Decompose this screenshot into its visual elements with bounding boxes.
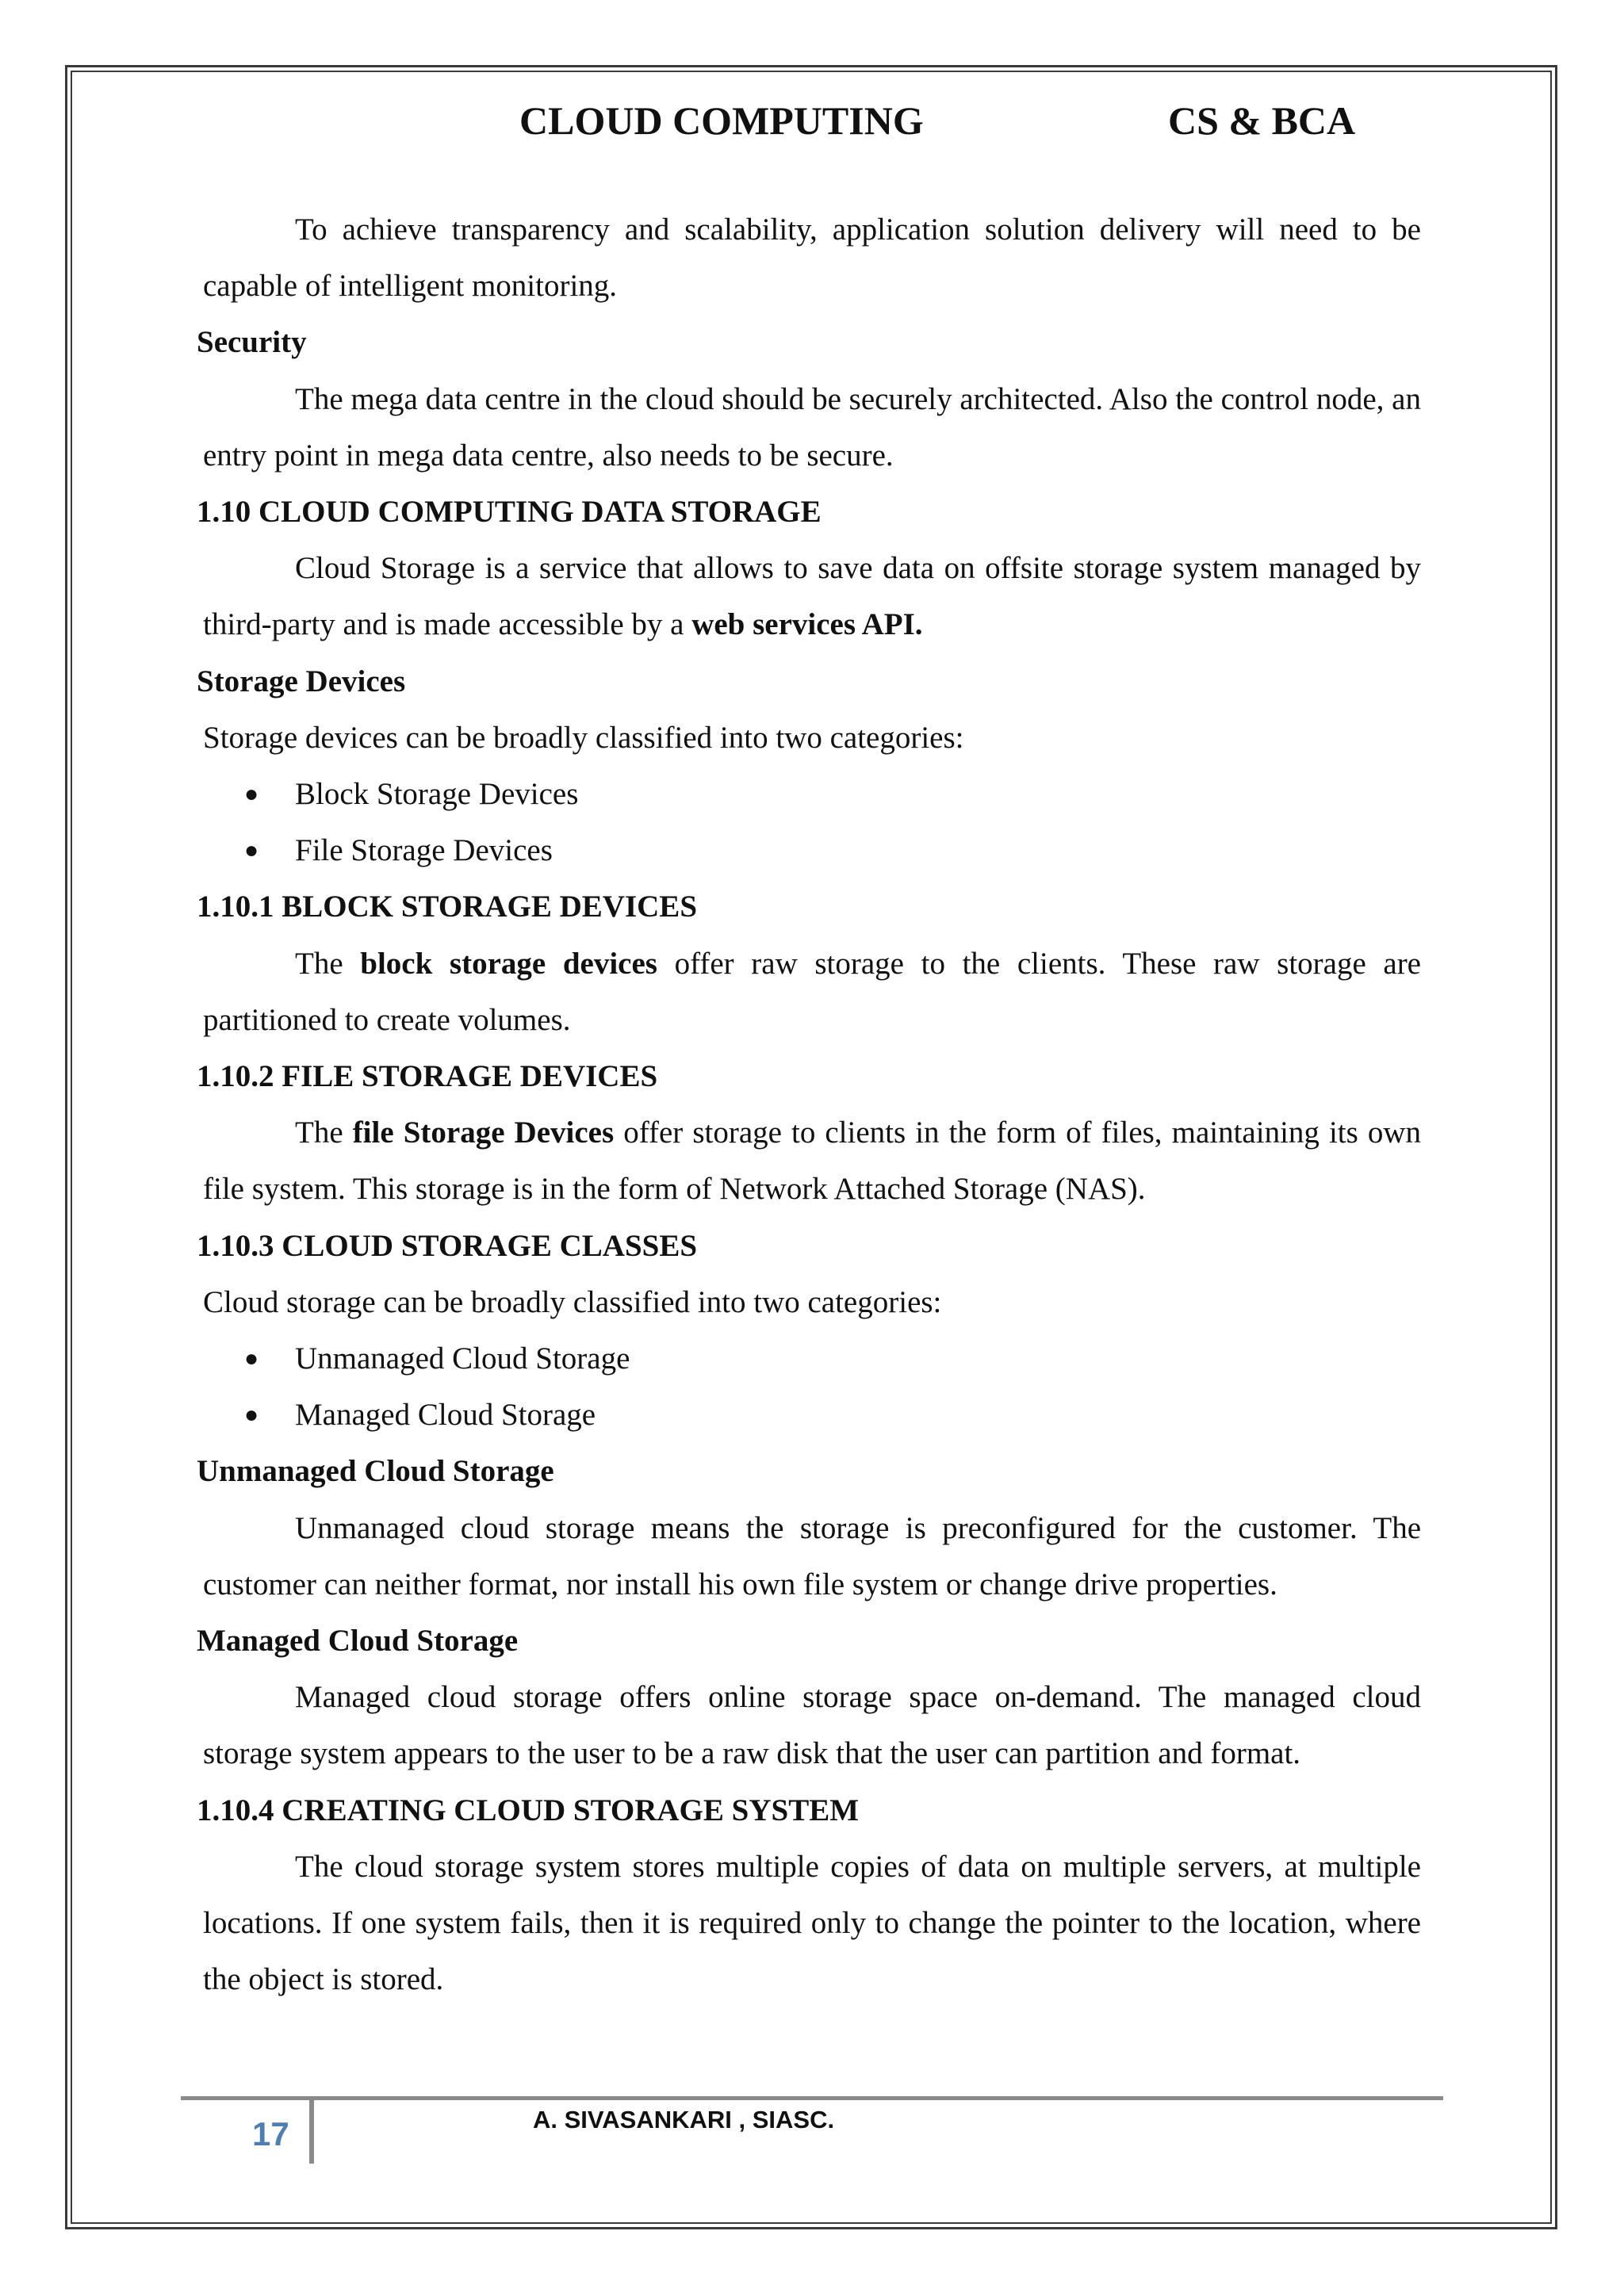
footer-rule [181,2096,1443,2100]
heading-1-10-2: 1.10.2 FILE STORAGE DEVICES [197,1059,658,1094]
list-item: ● File Storage Devices [197,822,1421,878]
paragraph-creating-storage: The cloud storage system stores multiple copies of data on multiple servers, at multiple locations. If one system fails, then it is required only to change the pointer to the location, where the object is stored. [203,1849,1421,1997]
paragraph-unmanaged: Unmanaged cloud storage means the storage is preconfigured for the customer. The customer can neither format, nor install his own file system or change drive properties. [203,1510,1421,1601]
footer-author: A. SIVASANKARI , SIASC. [533,2106,835,2133]
heading-storage-devices: Storage Devices [197,664,406,698]
storage-devices-list [197,766,1421,878]
paragraph-storage-devices: Storage devices can be broadly classified into two categories: [203,720,964,755]
heading-1-10-4: 1.10.4 CREATING CLOUD STORAGE SYSTEM [197,1793,860,1827]
page-number: 17 [252,2115,289,2152]
footer-divider [309,2100,314,2164]
paragraph-file-storage: The file Storage Devices offer storage to clients in the form of files, maintaining its own file system. This storage is in the form of Network Attached Storage (NAS). [203,1115,1422,1207]
heading-1-10-1: 1.10.1 BLOCK STORAGE DEVICES [197,890,698,924]
heading-unmanaged: Unmanaged Cloud Storage [197,1454,554,1489]
list-item: ● Managed Cloud Storage [197,1387,1421,1443]
bullet-icon: ● [244,1402,259,1429]
heading-security: Security [197,325,307,360]
storage-classes-list [197,1330,1421,1443]
paragraph-cloud-storage: Cloud Storage is a service that allows to save data on offsite storage system managed by third-party and is made accessible by a web services API. [203,551,1421,642]
page-header [0,97,1624,144]
paragraph-managed: Managed cloud storage offers online storage space on-demand. The managed cloud storage system appears to the user to be a raw disk that the user can partition and format. [203,1680,1421,1771]
header-course: CS & BCA [1168,98,1356,143]
bullet-icon: ● [244,837,259,864]
bold-web-services-api: web services API. [691,607,923,642]
bold-block-storage-devices: block storage devices [360,946,657,981]
bold-file-storage-devices: file Storage Devices [352,1115,615,1150]
bullet-icon: ● [244,1345,259,1372]
list-item: ● Block Storage Devices [197,766,1421,822]
paragraph-block-storage: The block storage devices offer raw storage to the clients. These raw storage are partitioned to create volumes. [203,946,1421,1037]
heading-1-10: 1.10 CLOUD COMPUTING DATA STORAGE [197,495,822,530]
heading-managed: Managed Cloud Storage [197,1624,519,1659]
paragraph-monitoring: To achieve transparency and scalability, application solution delivery will need to be capable of intelligent monitoring. [203,212,1421,304]
heading-1-10-3: 1.10.3 CLOUD STORAGE CLASSES [197,1228,698,1263]
header-subject: CLOUD COMPUTING [519,98,924,143]
bullet-icon: ● [244,781,259,808]
paragraph-security: The mega data centre in the cloud should be securely architected. Also the control node, an entry point in mega data centre, also needs to be secure. [203,381,1421,473]
page-body [197,201,1421,2008]
paragraph-storage-classes: Cloud storage can be broadly classified into two categories: [203,1284,942,1319]
list-item: ● Unmanaged Cloud Storage [197,1330,1421,1387]
